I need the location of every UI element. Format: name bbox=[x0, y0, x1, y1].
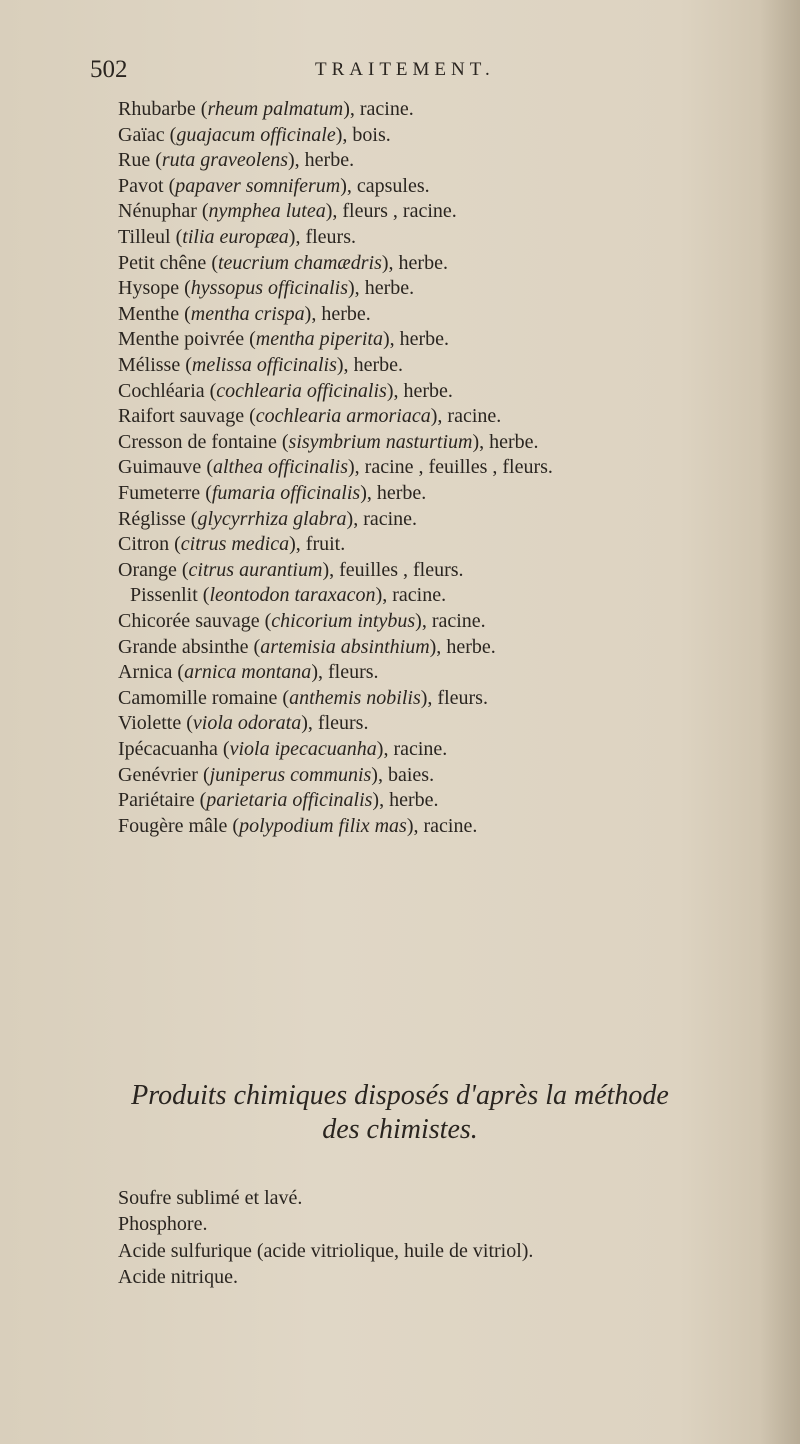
plant-entry: Chicorée sauvage (chicorium intybus), racine. bbox=[118, 610, 486, 632]
plant-name: Rue bbox=[118, 149, 151, 172]
plant-latin-name: nymphea lutea bbox=[208, 200, 326, 223]
plant-latin-name: viola ipecacuanha bbox=[229, 738, 377, 760]
plant-part: herbe. bbox=[364, 277, 415, 300]
plant-part: herbe. bbox=[376, 482, 427, 504]
plant-part: herbe. bbox=[403, 379, 453, 402]
plant-entry: Petit chêne (teucrium chamædris), herbe. bbox=[118, 251, 448, 274]
plant-part: fleurs. bbox=[305, 226, 356, 248]
plant-name: Camomille romaine bbox=[118, 686, 278, 709]
plant-part: herbe. bbox=[321, 302, 371, 325]
plant-name: Genévrier bbox=[118, 763, 198, 786]
plant-name: Ipécacuanha bbox=[118, 738, 218, 760]
plant-name: Pissenlit bbox=[130, 584, 198, 607]
plant-name: Menthe bbox=[118, 302, 180, 325]
plant-latin-name: papaver somniferum bbox=[175, 174, 341, 197]
plant-name: Violette bbox=[118, 712, 182, 735]
section-title-line1: Produits chimiques disposés d'après la méthode bbox=[131, 1080, 669, 1111]
plant-entry: Arnica (arnica montana), fleurs. bbox=[118, 661, 379, 684]
plant-latin-name: mentha crispa bbox=[190, 302, 305, 325]
plant-name: Tilleul bbox=[118, 226, 171, 248]
plant-latin-name: sisymbrium nasturtium bbox=[288, 430, 473, 453]
plant-entry: Ipécacuanha (viola ipecacuanha), racine. bbox=[118, 738, 448, 760]
plant-latin-name: parietaria officinalis bbox=[206, 789, 373, 812]
plant-entry: Citron (citrus medica), fruit. bbox=[118, 533, 346, 556]
plant-name: Guimauve bbox=[118, 456, 202, 479]
plant-entry: Orange (citrus aurantium), feuilles , fleurs. bbox=[118, 558, 464, 581]
plant-name: Petit chêne bbox=[118, 251, 207, 274]
plant-name: Gaïac bbox=[118, 123, 165, 146]
plant-name: Grande absinthe bbox=[118, 635, 249, 658]
plant-part: herbe. bbox=[398, 251, 448, 274]
plant-latin-name: arnica montana bbox=[184, 661, 312, 684]
plant-part: fleurs , racine. bbox=[342, 200, 457, 223]
plant-entry: Réglisse (glycyrrhiza glabra), racine. bbox=[118, 507, 418, 530]
plant-name: Raifort sauvage bbox=[118, 405, 245, 428]
plant-latin-name: cochlearia armoriaca bbox=[255, 405, 431, 428]
plant-part: herbe. bbox=[389, 789, 439, 812]
plant-part: herbe. bbox=[399, 328, 450, 351]
plant-latin-name: chicorium intybus bbox=[271, 610, 416, 632]
chemical-entry: Phosphore. bbox=[118, 1213, 208, 1235]
plant-name: Chicorée sauvage bbox=[118, 610, 260, 632]
plant-latin-name: glycyrrhiza glabra bbox=[197, 507, 347, 530]
plant-entry: Menthe (mentha crispa), herbe. bbox=[118, 302, 371, 325]
plant-name: Pavot bbox=[118, 174, 164, 197]
plant-entry: Pissenlit (leontodon taraxacon), racine. bbox=[130, 584, 447, 607]
plant-latin-name: fumaria officinalis bbox=[211, 482, 361, 504]
plant-entry: Tilleul (tilia europæa), fleurs. bbox=[118, 226, 356, 248]
plant-part: capsules. bbox=[356, 174, 430, 197]
plant-latin-name: teucrium chamædris bbox=[217, 251, 382, 274]
plant-part: herbe. bbox=[304, 149, 355, 172]
plant-part: baies. bbox=[387, 763, 435, 786]
plant-entry: Menthe poivrée (mentha piperita), herbe. bbox=[118, 328, 450, 351]
plant-name: Menthe poivrée bbox=[118, 328, 245, 351]
plant-entry: Hysope (hyssopus officinalis), herbe. bbox=[118, 277, 415, 300]
plant-entry: Cresson de fontaine (sisymbrium nasturtium), herbe. bbox=[118, 430, 539, 453]
plant-part: racine. bbox=[447, 405, 502, 428]
plant-name: Pariétaire bbox=[118, 789, 195, 812]
plant-latin-name: anthemis nobilis bbox=[289, 686, 421, 709]
plant-part: fleurs. bbox=[317, 712, 369, 735]
plant-entry: Raifort sauvage (cochlearia armoriaca), racine. bbox=[118, 405, 502, 428]
plant-entry: Genévrier (juniperus communis), baies. bbox=[118, 763, 435, 786]
plant-part: racine. bbox=[363, 507, 418, 530]
plant-entry: Fougère mâle (polypodium filix mas), racine. bbox=[118, 814, 478, 837]
plant-latin-name: mentha piperita bbox=[255, 328, 383, 351]
plant-latin-name: tilia europæa bbox=[182, 226, 289, 248]
plant-entry: Mélisse (melissa officinalis), herbe. bbox=[118, 354, 403, 376]
plant-name: Réglisse bbox=[118, 507, 186, 530]
plant-part: feuilles , fleurs. bbox=[339, 558, 464, 581]
plant-latin-name: polypodium filix mas bbox=[239, 814, 407, 837]
plant-latin-name: leontodon taraxacon bbox=[209, 584, 376, 607]
plant-part: racine , feuilles , fleurs. bbox=[364, 456, 553, 479]
plant-latin-name: juniperus communis bbox=[209, 763, 372, 786]
plant-part: racine. bbox=[431, 610, 486, 632]
plant-entry: Pariétaire (parietaria officinalis), herbe. bbox=[118, 789, 439, 812]
plant-name: Mélisse bbox=[118, 354, 181, 376]
plant-part: bois. bbox=[352, 123, 391, 146]
plant-name: Hysope bbox=[118, 277, 180, 300]
plant-entry: Grande absinthe (artemisia absinthium), herbe. bbox=[118, 635, 496, 658]
chemical-entry: Acide sulfurique (acide vitriolique, huile de vitriol). bbox=[118, 1240, 534, 1262]
plant-part: herbe. bbox=[446, 635, 496, 658]
plant-part: fleurs. bbox=[327, 661, 379, 684]
plant-entry: Cochléaria (cochlearia officinalis), herbe. bbox=[118, 379, 453, 402]
plant-entry: Guimauve (althea officinalis), racine , feuilles , fleurs. bbox=[118, 456, 553, 479]
chemical-entry: Soufre sublimé et lavé. bbox=[118, 1187, 303, 1209]
page-edge-shadow bbox=[760, 0, 800, 1444]
plant-latin-name: citrus aurantium bbox=[188, 558, 323, 581]
plant-latin-name: rheum palmatum bbox=[207, 98, 344, 120]
plant-part: racine. bbox=[423, 814, 478, 837]
plant-latin-name: artemisia absinthium bbox=[260, 635, 430, 658]
chemical-entry: Acide nitrique. bbox=[118, 1266, 238, 1288]
plant-latin-name: citrus medica bbox=[180, 533, 290, 556]
plant-name: Orange bbox=[118, 558, 177, 581]
plant-name: Cresson de fontaine bbox=[118, 430, 277, 453]
plant-entry: Rue (ruta graveolens), herbe. bbox=[118, 149, 355, 172]
plant-entry: Rhubarbe (rheum palmatum), racine. bbox=[118, 98, 414, 120]
plant-name: Citron bbox=[118, 533, 170, 556]
plant-latin-name: ruta graveolens bbox=[161, 149, 288, 172]
plant-part: racine. bbox=[393, 738, 448, 760]
plant-latin-name: hyssopus officinalis bbox=[190, 277, 349, 300]
plant-part: fruit. bbox=[305, 533, 346, 556]
plant-entry: Camomille romaine (anthemis nobilis), fleurs. bbox=[118, 686, 488, 709]
plant-part: racine. bbox=[392, 584, 447, 607]
running-title: TRAITEMENT. bbox=[315, 59, 495, 80]
plant-name: Cochléaria bbox=[118, 379, 205, 402]
plant-latin-name: cochlearia officinalis bbox=[216, 379, 387, 402]
page-number: 502 bbox=[90, 56, 128, 83]
plant-latin-name: guajacum officinale bbox=[176, 123, 336, 146]
plant-part: racine. bbox=[359, 98, 414, 120]
plant-part: fleurs. bbox=[437, 686, 488, 709]
plant-part: herbe. bbox=[353, 354, 403, 376]
plant-entry: Violette (viola odorata), fleurs. bbox=[118, 712, 369, 735]
plant-entry: Pavot (papaver somniferum), capsules. bbox=[118, 174, 430, 197]
plant-entry: Nénuphar (nymphea lutea), fleurs , racine. bbox=[118, 200, 457, 223]
plant-entry: Gaïac (guajacum officinale), bois. bbox=[118, 123, 391, 146]
plant-latin-name: melissa officinalis bbox=[191, 354, 337, 376]
section-title-line2: des chimistes. bbox=[322, 1114, 478, 1145]
plant-part: herbe. bbox=[489, 430, 539, 453]
plant-name: Arnica bbox=[118, 661, 173, 684]
plant-name: Fougère mâle bbox=[118, 814, 228, 837]
plant-latin-name: althea officinalis bbox=[212, 456, 348, 479]
page-header bbox=[90, 56, 790, 88]
plant-entry: Fumeterre (fumaria officinalis), herbe. bbox=[118, 482, 427, 504]
plant-latin-name: viola odorata bbox=[192, 712, 302, 735]
plant-name: Rhubarbe bbox=[118, 98, 196, 120]
plant-name: Nénuphar bbox=[118, 200, 197, 223]
plant-name: Fumeterre bbox=[118, 482, 201, 504]
